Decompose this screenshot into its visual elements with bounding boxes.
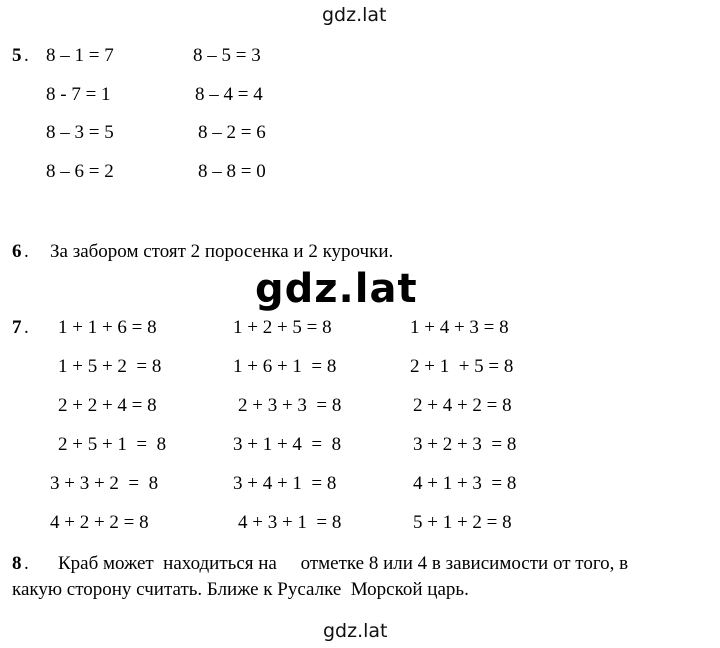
- task-number: 6: [12, 241, 22, 262]
- equation: 8 - 7 = 1: [46, 84, 111, 105]
- task-6-text: За забором стоят 2 поросенка и 2 курочки.: [50, 241, 394, 262]
- equation: 1 + 5 + 2 = 8: [58, 356, 162, 377]
- equation: 4 + 2 + 2 = 8: [50, 512, 149, 533]
- equation: 1 + 2 + 5 = 8: [233, 317, 332, 338]
- task-number-dot: .: [24, 553, 29, 574]
- equation: 8 – 1 = 7: [46, 45, 114, 66]
- equation: 2 + 5 + 1 = 8: [58, 434, 167, 455]
- equation: 3 + 2 + 3 = 8: [413, 434, 517, 455]
- equation: 3 + 3 + 2 = 8: [50, 473, 159, 494]
- equation: 2 + 4 + 2 = 8: [413, 395, 512, 416]
- equation: 1 + 4 + 3 = 8: [410, 317, 509, 338]
- equation: 8 – 6 = 2: [46, 161, 114, 182]
- equation: 8 – 5 = 3: [193, 45, 261, 66]
- task-8-line-2: какую сторону считать. Ближе к Русалке Морской царь.: [12, 579, 469, 600]
- task-number: 7: [12, 317, 22, 338]
- task-number: 8: [12, 553, 22, 574]
- equation: 2 + 1 + 5 = 8: [410, 356, 514, 377]
- task-number-dot: .: [24, 317, 29, 338]
- equation: 8 – 8 = 0: [198, 161, 266, 182]
- watermark-middle: gdz.lat: [255, 266, 418, 312]
- equation: 2 + 3 + 3 = 8: [238, 395, 342, 416]
- task-8-line-1: Краб может находиться на отметке 8 или 4 в зависимости от того, в: [58, 553, 629, 574]
- equation: 8 – 3 = 5: [46, 122, 114, 143]
- equation: 1 + 1 + 6 = 8: [58, 317, 157, 338]
- task-number-dot: .: [24, 241, 29, 262]
- equation: 8 – 2 = 6: [198, 122, 266, 143]
- equation: 5 + 1 + 2 = 8: [413, 512, 512, 533]
- equation: 1 + 6 + 1 = 8: [233, 356, 337, 377]
- equation: 3 + 1 + 4 = 8: [233, 434, 342, 455]
- task-number: 5: [12, 45, 22, 66]
- task-number-dot: .: [24, 45, 29, 66]
- watermark-top: gdz.lat: [322, 4, 387, 26]
- watermark-bottom: gdz.lat: [323, 620, 388, 642]
- equation: 2 + 2 + 4 = 8: [58, 395, 157, 416]
- equation: 4 + 3 + 1 = 8: [238, 512, 342, 533]
- equation: 3 + 4 + 1 = 8: [233, 473, 337, 494]
- equation: 4 + 1 + 3 = 8: [413, 473, 517, 494]
- equation: 8 – 4 = 4: [195, 84, 263, 105]
